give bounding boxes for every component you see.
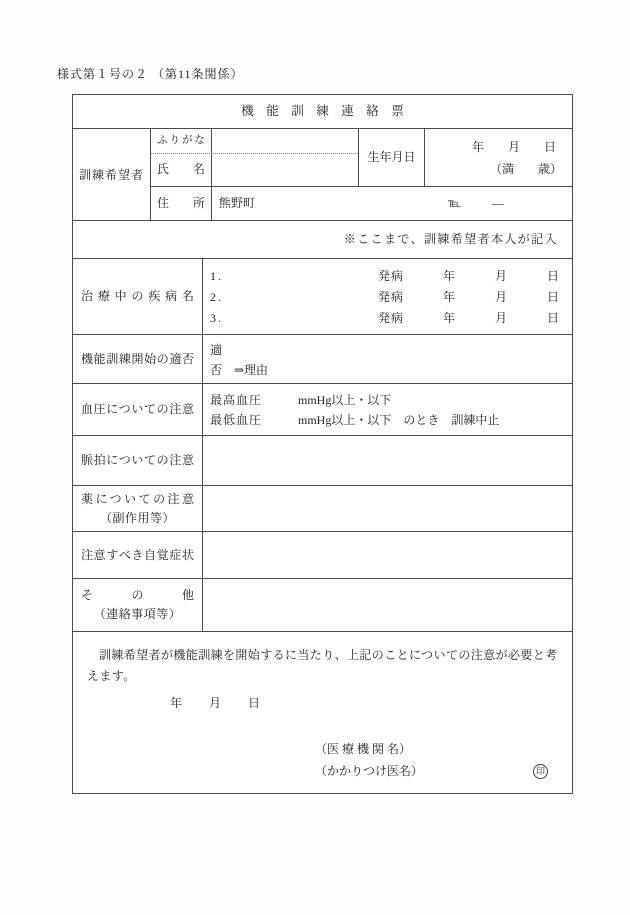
diseases-field <box>203 259 572 334</box>
medical-institution-label: （医 療 機 関 名） <box>315 742 412 756</box>
form-code: 様式第１号の２ （第11条関係） <box>57 67 244 81</box>
onset-date-placeholder: 発病 年 月 日 <box>377 311 560 325</box>
name-label: 氏名 <box>151 154 212 186</box>
symptoms-field <box>203 532 572 578</box>
disease-item <box>210 287 560 308</box>
seal-stamp-icon: 印 <box>533 764 548 779</box>
furigana-field <box>212 129 358 153</box>
medication-field <box>203 486 572 531</box>
symptoms-row <box>73 532 572 579</box>
disease-number: 1. <box>210 269 223 283</box>
suitability-option-yes: 適 <box>210 343 223 357</box>
other-field <box>203 579 572 631</box>
blood-pressure-label: 血圧についての注意 <box>81 402 194 416</box>
other-row <box>73 579 572 632</box>
diastolic-condition: mmHg以上・以下 のとき 訓練中止 <box>298 413 500 427</box>
name-field <box>212 154 358 186</box>
diseases-label: 治療中の疾病名 <box>81 289 194 303</box>
diastolic-label: 最低血圧 <box>210 413 263 427</box>
applicant-fill-note: ※ここまで、訓練希望者本人が記入 <box>73 221 572 259</box>
address-value: 熊野町 <box>219 196 256 210</box>
doctor-statement-section <box>73 632 572 793</box>
other-label: その他 <box>81 588 194 602</box>
attending-doctor-label: （かかりつけ医名） <box>315 764 424 778</box>
suitability-label: 機能訓練開始の適否 <box>81 351 194 366</box>
blood-pressure-row <box>73 384 572 436</box>
applicant-label: 訓練希望者 <box>73 129 151 220</box>
birthdate-label: 生年月日 <box>359 129 425 186</box>
pulse-field <box>203 436 572 485</box>
furigana-label: ふりがな <box>151 129 212 153</box>
statement-text: 訓練希望者が機能訓練を開始するに当たり、上記のことについての注意が必要と考えます。 <box>87 648 558 683</box>
form-title: 機 能 訓 練 連 絡 票 <box>73 95 572 129</box>
medication-sublabel: （副作用等） <box>99 510 175 525</box>
tel-icon: ℡ <box>448 196 461 210</box>
onset-date-placeholder: 発病 年 月 日 <box>377 269 560 283</box>
birthdate-field <box>425 129 572 186</box>
systolic-label: 最高血圧 <box>210 393 263 407</box>
other-sublabel: （連絡事項等） <box>93 607 182 621</box>
onset-date-placeholder: 発病 年 月 日 <box>377 290 560 304</box>
training-contact-form-table <box>72 94 573 794</box>
disease-number: 3. <box>210 311 223 325</box>
disease-item <box>210 308 560 329</box>
blood-pressure-field <box>203 384 572 435</box>
address-label: 住所 <box>151 187 212 220</box>
medication-label: 薬についての注意 <box>81 491 194 506</box>
age-placeholder: （満 歳） <box>489 162 562 176</box>
medication-row <box>73 486 572 532</box>
diseases-row <box>73 259 572 335</box>
disease-number: 2. <box>210 290 223 304</box>
suitability-option-no: 否 ⇒理由 <box>210 363 269 377</box>
pulse-label: 脈拍についての注意 <box>81 453 194 467</box>
systolic-condition: mmHg以上・以下 <box>298 393 392 407</box>
birthdate-placeholder: 年 月 日 <box>471 140 556 154</box>
symptoms-label: 注意すべき自覚症状 <box>81 547 194 562</box>
statement-date-placeholder: 年 月 日 <box>170 696 262 710</box>
suitability-row <box>73 335 572 384</box>
applicant-section <box>73 129 572 221</box>
address-field <box>212 187 572 220</box>
tel-field <box>448 187 504 219</box>
name-row <box>151 129 572 187</box>
disease-item <box>210 266 560 287</box>
address-row <box>151 187 572 220</box>
pulse-row <box>73 436 572 486</box>
suitability-field <box>203 335 572 383</box>
tel-placeholder: — <box>491 196 504 210</box>
